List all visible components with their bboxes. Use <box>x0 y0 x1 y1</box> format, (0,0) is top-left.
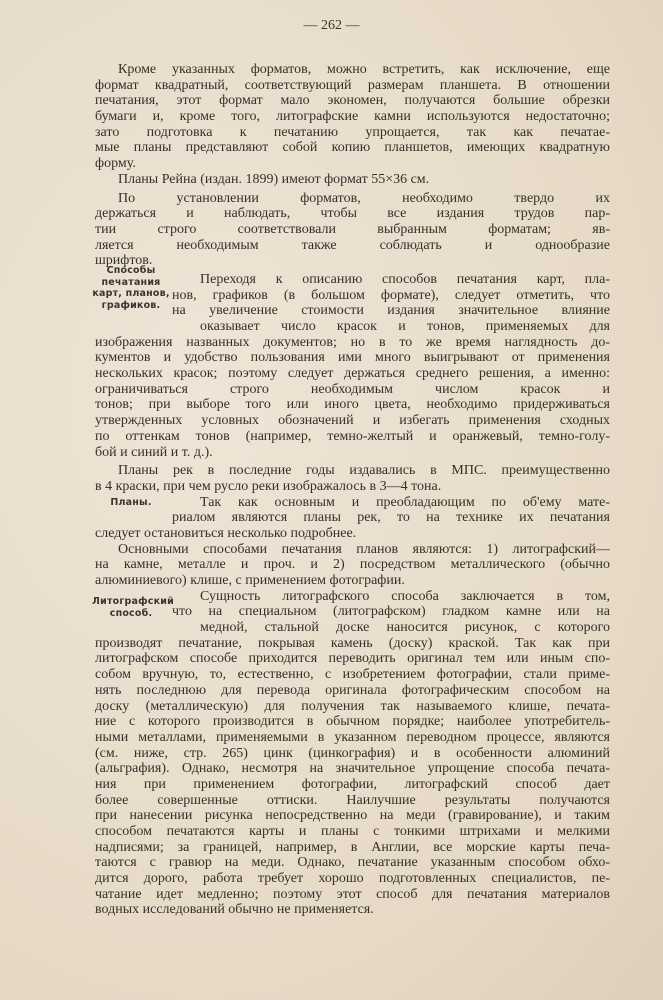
text-line: надписями; за границей, например, в Англии, все морские карты печа- <box>95 839 610 855</box>
text-line: ляется необходимым также соблюдать и однообразие <box>95 237 610 253</box>
text-line: при нанесении рисунка непосредственно на меди (гравирование), и таким <box>95 808 610 824</box>
margin-note-lithographic: Литографский способ. <box>92 596 174 619</box>
text-line: печатания, этот формат мало экономен, получаются большие обрезки <box>95 93 610 109</box>
text-line: следует остановиться несколько подробнее. <box>95 525 357 541</box>
text-line: (альграфия). Однако, несмотря на значительное упрощение способа печата- <box>95 761 610 777</box>
text-line: формат квадратный, соответствующий размерам планшета. В отношении <box>95 77 610 93</box>
paragraph <box>95 495 610 542</box>
text-line: по оттенкам тонов (например, темно-желтый и оранжевый, темно-голу- <box>95 428 610 444</box>
margin-note-plans: Планы. <box>110 497 152 508</box>
text-line: чатание идет медленно; поэтому этот способ для печатания материалов <box>95 886 610 902</box>
text-line: По установлении форматов, необходимо твердо их <box>118 190 610 206</box>
text-line: Переходя к описанию способов печатания карт, пла- <box>200 271 610 287</box>
text-line: нять последнюю для перевода оригинала фотографическим способом на <box>95 682 610 698</box>
text-line: оказывает число красок и тонов, применяемых для <box>200 319 610 334</box>
text-line: тии строго соответствовали выбранным форматам; яв- <box>95 221 610 237</box>
text-line: кументов и удобство пользования ими много выигрывают от применения <box>95 350 610 366</box>
text-line: более совершенные оттиски. Наилучшие результаты получаются <box>95 792 610 808</box>
text-line: водных исследований обычно не применяется. <box>95 902 374 918</box>
text-line: бумаги и, кроме того, литографские камни используются недостаточно; <box>95 109 610 125</box>
text-line: алюминиевого) клише, с применением фотографии. <box>95 573 405 588</box>
text-line: дится дорого, работа требует хорошо подготовленных специалистов, пе- <box>95 871 610 887</box>
text-line: производят печатание, покрывая камень (доску) краской. Так как при <box>95 635 610 651</box>
margin-note-printing-methods: Способы печатания карт, планов, графиков. <box>92 265 170 311</box>
text-line: что на специальном (литографском) гладком камне или на <box>172 604 610 620</box>
paragraph <box>95 542 610 589</box>
page-number: — 262 — <box>303 18 360 33</box>
text-line: форму. <box>95 156 136 172</box>
text-line: способом печатаются карты и планы с тонкими штрихами и мелкими <box>95 824 610 839</box>
text-line: на камне, металле и проч. и 2) посредством металлического (обычно <box>95 557 610 573</box>
text-line: Основными способами печатания планов являются: 1) литографский— <box>118 541 610 557</box>
text-line: медной, стальной доске наносится рисунок, с которого <box>200 620 610 636</box>
text-line: Планы рек в последние годы издавались в МПС. преимущественно <box>118 463 610 479</box>
text-line: (см. ниже, стр. 265) цинк (цинкография) и в особенности алюминий <box>95 745 610 761</box>
text-line: держаться и наблюдать, чтобы все издания трудов пар- <box>95 206 610 222</box>
text-line: изображения названных документов; но в то же время наглядность до- <box>95 334 610 350</box>
text-line: ограничиваться строго необходимым числом красок и <box>95 381 610 397</box>
text-line: нескольких красок; поэтому следует держаться среднего решения, а именно: <box>95 366 610 382</box>
text-line: риалом являются планы рек, то на технике их печатания <box>172 510 610 526</box>
text-line: бой и синий и т. д.). <box>95 444 213 460</box>
text-line: утвержденных условных обозначений и избегать применения сходных <box>95 413 610 429</box>
text-line: Кроме указанных форматов, можно встретить, как исключение, еще <box>118 62 610 77</box>
text-line: собом вручную, то, естественно, с изобретением фотографии, стали приме- <box>95 667 610 683</box>
text-line: ние с которого производится в обычном порядке; наиболее употребитель- <box>95 714 610 730</box>
paragraph <box>95 191 610 269</box>
text-line: Планы Рейна (издан. 1899) имеют формат 55×36 см. <box>118 171 430 187</box>
text-line: на увеличение стоимости издания значительное влияние <box>172 303 610 319</box>
text-line: Так как основным и преобладающим по об'ему мате- <box>200 494 610 510</box>
paragraph <box>95 463 610 494</box>
text-line: Сущность литографского способа заключается в том, <box>200 588 610 604</box>
text-line: таются с гравюр на меди. Однако, печатание указанным способом обхо- <box>95 855 610 871</box>
body-text <box>95 62 610 918</box>
text-line: тонов; при выборе того или иного цвета, необходимо придерживаться <box>95 397 610 413</box>
text-line: в 4 краски, при чем русло реки изображалось в 3—4 тона. <box>95 478 442 494</box>
paragraph <box>95 62 610 172</box>
paragraph <box>95 272 610 460</box>
text-line: шрифтов. <box>95 253 153 269</box>
text-line: доску (металлическую) для получения так называемого клише, печата- <box>95 698 610 714</box>
text-line: мые планы представляют собой копию планшетов, имеющих квадратную <box>95 140 610 156</box>
paragraph <box>95 172 610 188</box>
text-line: ния при применением фотографии, литографский способ дает <box>95 776 610 792</box>
text-line: литографском способе приходится переводить оригинал тем или иным спо- <box>95 651 610 667</box>
paragraph <box>95 589 610 918</box>
text-line: зато подготовка к печатанию упрощается, так как печатае- <box>95 124 610 140</box>
text-line: нов, графиков (в большом формате), следует отметить, что <box>172 287 610 303</box>
text-line: ными металлами, применяемыми в указанном переводном процессе, являются <box>95 729 610 745</box>
